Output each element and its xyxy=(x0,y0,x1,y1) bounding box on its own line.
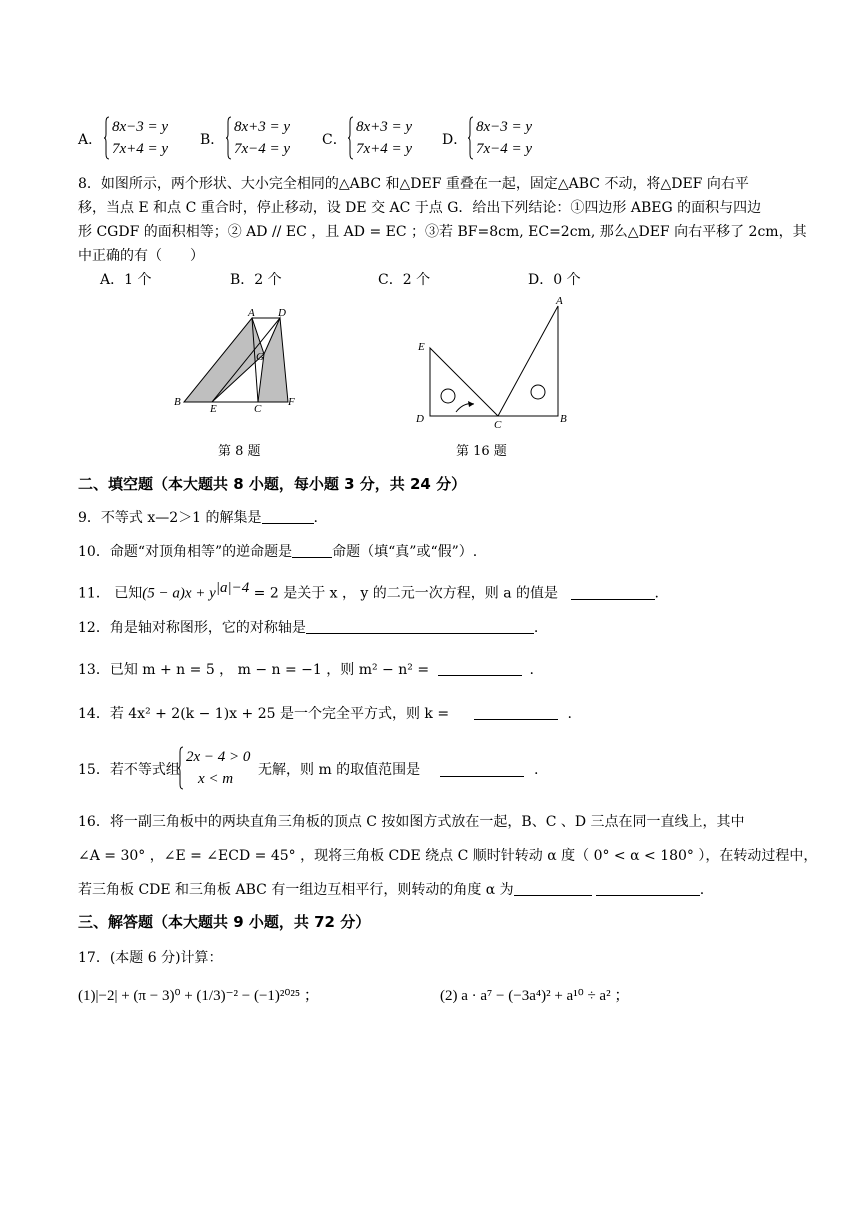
question-17-heading: 17．(本题 6 分)计算： xyxy=(78,950,223,966)
brace-icon xyxy=(468,116,474,160)
q8-option-c: C．2 个 xyxy=(378,272,431,288)
svg-text:C: C xyxy=(494,419,502,430)
q8-option-b: B．2 个 xyxy=(230,272,282,288)
brace-icon xyxy=(104,116,110,160)
svg-text:B: B xyxy=(560,413,567,425)
svg-text:E: E xyxy=(210,403,217,415)
answer-blank[interactable] xyxy=(596,881,700,896)
answer-blank[interactable] xyxy=(306,619,534,634)
svg-text:G: G xyxy=(256,351,264,363)
q8-option-d: D．0 个 xyxy=(528,272,581,288)
svg-text:D: D xyxy=(278,307,286,319)
answer-blank[interactable] xyxy=(474,705,558,720)
answer-blank[interactable] xyxy=(262,509,314,524)
q8-option-a: A．1 个 xyxy=(100,272,152,288)
answer-blank[interactable] xyxy=(438,661,522,676)
svg-text:B: B xyxy=(174,396,181,408)
question-12: 12．角是轴对称图形，它的对称轴是 . xyxy=(78,620,539,636)
question-10: 10．命题“对顶角相等”的逆命题是 命题（填“真”或“假”）. xyxy=(78,544,478,560)
question-11: 11． 已知$(5 - a)x + y^{|a|-4} = 2$ 是关于 x ， y 的二元一次方程，则 a 的值是 . xyxy=(78,580,659,602)
svg-text:D: D xyxy=(416,413,424,425)
figure-8-caption: 第 8 题 xyxy=(218,444,261,459)
question-17-part-2: (2) a · a⁷ − (−3a⁴)² + a¹⁰ ÷ a² ； xyxy=(440,988,630,1004)
answer-blank[interactable] xyxy=(514,881,592,896)
answer-blank[interactable] xyxy=(292,543,332,558)
svg-text:E: E xyxy=(418,341,425,353)
brace-icon xyxy=(226,116,232,160)
answer-blank[interactable] xyxy=(571,585,655,600)
figure-8-diagram xyxy=(170,306,310,416)
shaded-region-abeg xyxy=(184,318,264,402)
brace-icon xyxy=(348,116,354,160)
svg-text:A: A xyxy=(556,295,563,307)
svg-text:A: A xyxy=(248,307,255,319)
answer-blank[interactable] xyxy=(440,762,524,777)
question-17-part-1: (1)|−2| + (π − 3)⁰ + (1/3)⁻² − (−1)²⁰²⁵ ； xyxy=(78,988,319,1004)
svg-text:C: C xyxy=(254,403,262,415)
question-13: 13．已知 m + n = 5 ， m − n = −1 ，则 m² − n² = . xyxy=(78,662,534,678)
svg-text:F: F xyxy=(288,396,295,408)
question-14: 14．若 4x² + 2(k − 1)x + 25 是一个完全平方式，则 k = . xyxy=(78,706,572,722)
question-9: 9．不等式 x—2＞1 的解集是 . xyxy=(78,510,318,526)
triangle-cde xyxy=(430,348,498,416)
figure-16-diagram xyxy=(412,290,582,430)
hole-circle xyxy=(441,389,455,403)
triangle-abc xyxy=(498,306,558,416)
hole-circle xyxy=(531,385,545,399)
figure-16-caption: 第 16 题 xyxy=(456,444,507,459)
section-3-heading: 三、解答题（本大题共 9 小题，共 72 分） xyxy=(78,913,371,931)
section-2-heading: 二、填空题（本大题共 8 小题，每小题 3 分，共 24 分） xyxy=(78,475,467,493)
brace-icon xyxy=(178,746,184,790)
